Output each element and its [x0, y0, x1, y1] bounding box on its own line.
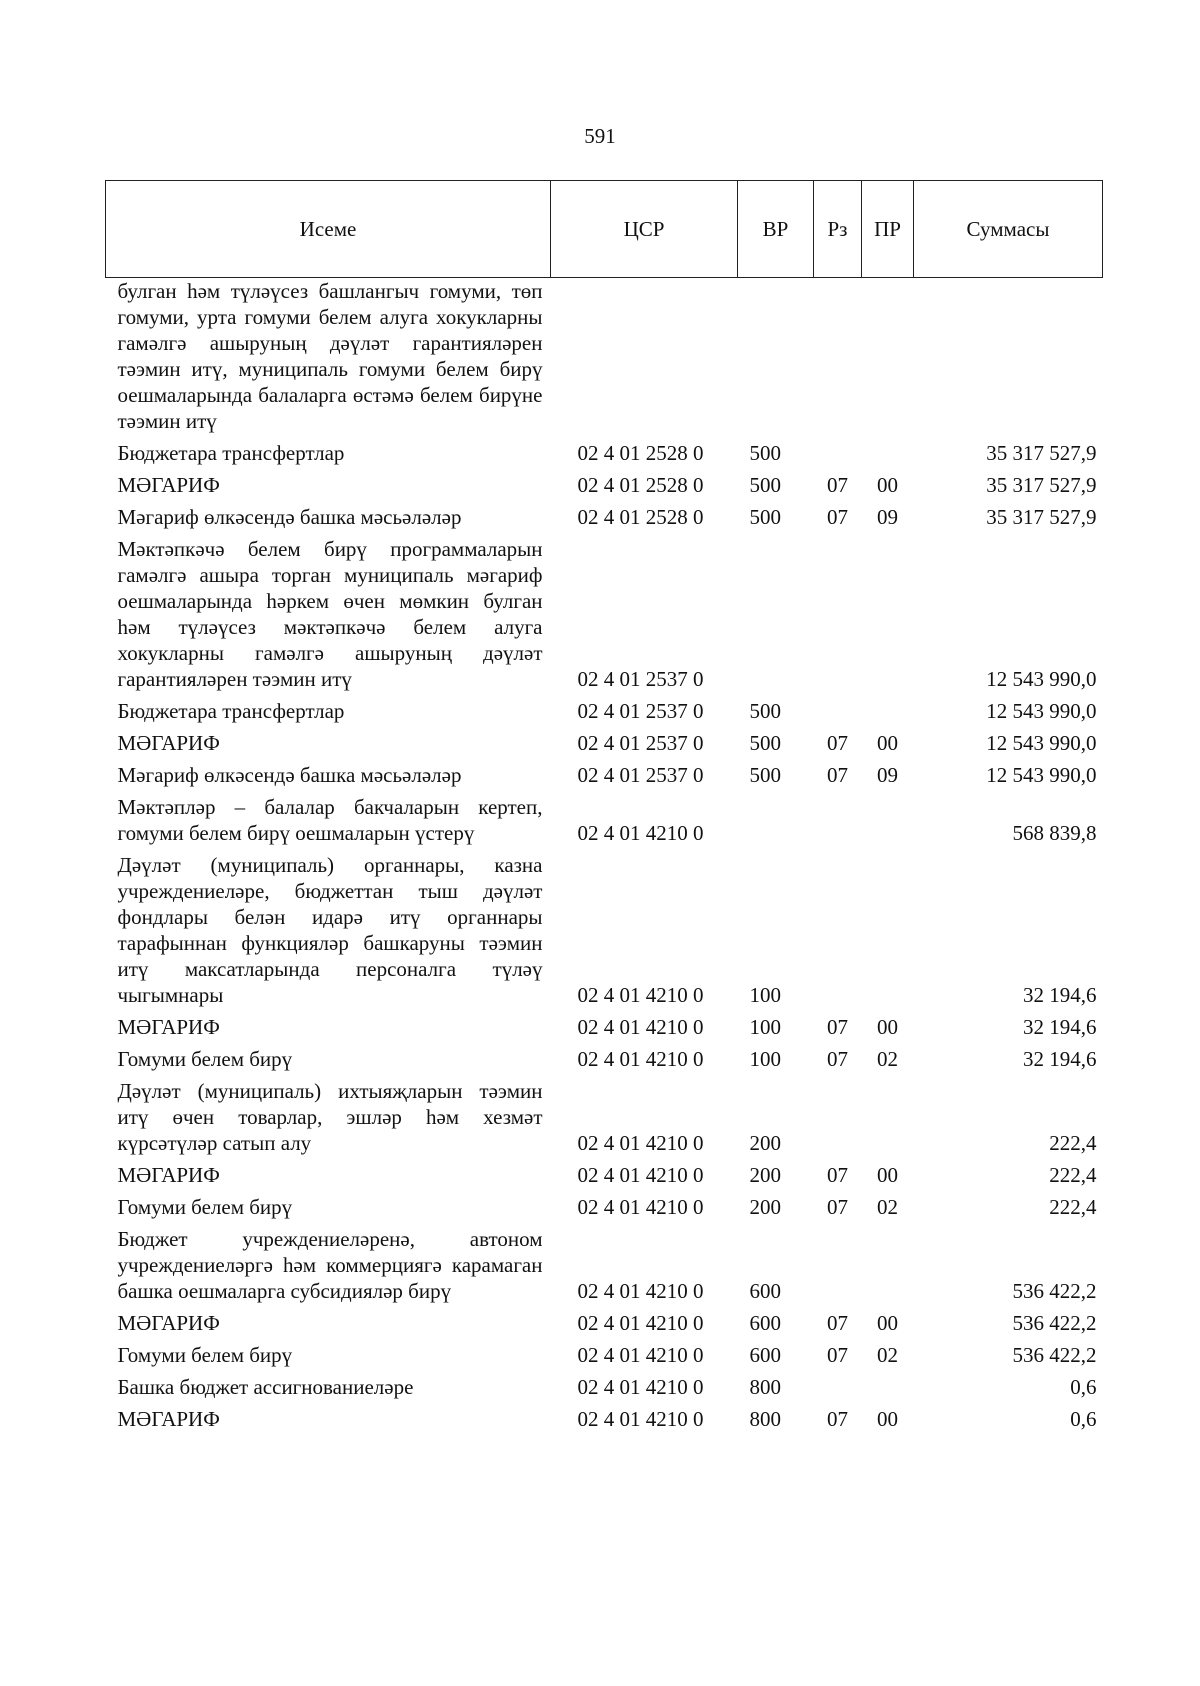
cell-rz: 07 — [827, 1343, 848, 1367]
cell-rz — [814, 1075, 862, 1159]
table-row — [106, 727, 1103, 759]
cell-vr: 500 — [749, 731, 781, 755]
cell-sum: 12 543 990,0 — [986, 763, 1097, 787]
cell-name: Бюджет учреждениеләренә, автоном учреждениеләргә һәм коммерциягә карамаган башка оешмаларга субсидияләр бирү — [117, 1227, 543, 1303]
cell-pr — [862, 1371, 914, 1403]
cell-sum: 568 839,8 — [1012, 821, 1097, 845]
cell-name: МӘГАРИФ — [117, 473, 220, 497]
cell-sum: 35 317 527,9 — [986, 441, 1097, 465]
table-row — [106, 759, 1103, 791]
cell-vr: 500 — [749, 441, 781, 465]
table-row — [106, 1075, 1103, 1159]
cell-vr: 100 — [749, 1015, 781, 1039]
cell-pr: 02 — [877, 1343, 898, 1367]
table-row — [106, 501, 1103, 533]
cell-name: Мәгариф өлкәсендә башка мәсьәләләр — [117, 763, 462, 787]
cell-sum: 12 543 990,0 — [986, 699, 1097, 723]
cell-pr: 00 — [877, 1163, 898, 1187]
cell-name: Дәүләт (муниципаль) ихтыяҗларын тәэмин итү өчен товарлар, эшләр һәм хезмәт күрсәтүләр сатып алу — [117, 1079, 543, 1155]
cell-pr — [862, 278, 914, 438]
cell-pr: 00 — [877, 473, 898, 497]
cell-vr: 200 — [749, 1131, 781, 1155]
cell-pr — [862, 1223, 914, 1307]
cell-vr — [738, 791, 814, 849]
table-row — [106, 1043, 1103, 1075]
cell-vr: 800 — [749, 1407, 781, 1431]
cell-vr: 500 — [749, 473, 781, 497]
cell-pr: 09 — [877, 505, 898, 529]
cell-name: Дәүләт (муниципаль) органнары, казна учреждениеләре, бюджеттан тыш дәүләт фондлары белән идарә итү органнары тарафыннан функцияләр башкаруны тәэмин итү максатларында персоналга түләү чыгымнары — [117, 853, 543, 1007]
cell-sum: 536 422,2 — [1012, 1311, 1097, 1335]
cell-rz: 07 — [827, 1195, 848, 1219]
cell-rz: 07 — [827, 1311, 848, 1335]
cell-name: Гомуми белем бирү — [117, 1343, 293, 1367]
cell-vr: 200 — [749, 1163, 781, 1187]
cell-pr — [862, 849, 914, 1011]
table-row — [106, 791, 1103, 849]
cell-csr: 02 4 01 2537 0 — [577, 763, 704, 787]
cell-sum: 32 194,6 — [1023, 1047, 1097, 1071]
cell-vr: 500 — [749, 763, 781, 787]
header-vr: ВР — [738, 181, 814, 278]
cell-vr: 200 — [749, 1195, 781, 1219]
cell-rz: 07 — [827, 1047, 848, 1071]
cell-sum: 32 194,6 — [1023, 983, 1097, 1007]
header-rz: Рз — [814, 181, 862, 278]
cell-pr — [862, 533, 914, 695]
cell-sum: 12 543 990,0 — [986, 667, 1097, 691]
cell-name: Мәгариф өлкәсендә башка мәсьәләләр — [117, 505, 462, 529]
cell-csr: 02 4 01 4210 0 — [577, 1163, 704, 1187]
cell-pr: 02 — [877, 1047, 898, 1071]
header-name: Исеме — [106, 181, 551, 278]
cell-name: Гомуми белем бирү — [117, 1195, 293, 1219]
cell-pr: 00 — [877, 1407, 898, 1431]
cell-sum: 536 422,2 — [1012, 1343, 1097, 1367]
table-row — [106, 1307, 1103, 1339]
cell-csr: 02 4 01 2537 0 — [577, 699, 704, 723]
cell-vr: 600 — [749, 1343, 781, 1367]
table-row — [106, 1191, 1103, 1223]
cell-sum — [914, 278, 1103, 438]
cell-vr: 800 — [749, 1375, 781, 1399]
cell-pr: 00 — [877, 1015, 898, 1039]
header-pr: ПР — [862, 181, 914, 278]
cell-csr: 02 4 01 4210 0 — [577, 1047, 704, 1071]
cell-rz — [814, 533, 862, 695]
cell-rz — [814, 1223, 862, 1307]
cell-csr: 02 4 01 2537 0 — [577, 731, 704, 755]
cell-pr — [862, 791, 914, 849]
cell-sum: 222,4 — [1049, 1195, 1097, 1219]
cell-rz: 07 — [827, 763, 848, 787]
cell-name: Мәктәпләр – балалар бакчаларын кертеп, гомуми белем бирү оешмаларын үстерү — [117, 795, 543, 845]
cell-sum: 222,4 — [1049, 1163, 1097, 1187]
cell-sum: 0,6 — [1070, 1407, 1097, 1431]
cell-rz — [814, 849, 862, 1011]
table-row — [106, 533, 1103, 695]
cell-csr: 02 4 01 4210 0 — [577, 1343, 704, 1367]
table-row — [106, 849, 1103, 1011]
cell-pr: 09 — [877, 763, 898, 787]
cell-pr — [862, 695, 914, 727]
cell-rz — [814, 695, 862, 727]
cell-rz — [814, 1371, 862, 1403]
cell-csr: 02 4 01 4210 0 — [577, 1375, 704, 1399]
table-row — [106, 1159, 1103, 1191]
cell-csr: 02 4 01 4210 0 — [577, 1131, 704, 1155]
cell-pr: 00 — [877, 731, 898, 755]
cell-csr: 02 4 01 4210 0 — [577, 821, 704, 845]
header-csr: ЦСР — [551, 181, 738, 278]
cell-vr: 100 — [749, 1047, 781, 1071]
cell-name: Мәктәпкәчә белем бирү программаларын гамәлгә ашыра торган муниципаль мәгариф оешмаларында һәркем өчен мөмкин булган һәм түләүсез мәктәпкәчә белем алуга хокукларны гамәлгә ашыруның дәүләт гарантияләрен тәэмин итү — [117, 537, 543, 691]
cell-pr — [862, 1075, 914, 1159]
table-row — [106, 278, 1103, 438]
cell-csr: 02 4 01 2528 0 — [577, 473, 704, 497]
table-row — [106, 1339, 1103, 1371]
cell-rz: 07 — [827, 731, 848, 755]
table-body — [106, 278, 1103, 1436]
cell-name: МӘГАРИФ — [117, 1163, 220, 1187]
cell-name: Башка бюджет ассигнованиеләре — [117, 1375, 414, 1399]
table-row — [106, 1403, 1103, 1435]
table-row — [106, 1011, 1103, 1043]
table-row — [106, 437, 1103, 469]
cell-rz — [814, 278, 862, 438]
cell-rz: 07 — [827, 1163, 848, 1187]
cell-sum: 536 422,2 — [1012, 1279, 1097, 1303]
cell-vr: 100 — [749, 983, 781, 1007]
cell-rz: 07 — [827, 505, 848, 529]
cell-csr — [551, 278, 738, 438]
cell-csr: 02 4 01 4210 0 — [577, 1195, 704, 1219]
cell-sum: 35 317 527,9 — [986, 505, 1097, 529]
cell-csr: 02 4 01 4210 0 — [577, 1279, 704, 1303]
cell-sum: 12 543 990,0 — [986, 731, 1097, 755]
cell-csr: 02 4 01 4210 0 — [577, 1311, 704, 1335]
cell-csr: 02 4 01 4210 0 — [577, 983, 704, 1007]
table-row — [106, 469, 1103, 501]
cell-vr: 600 — [749, 1279, 781, 1303]
cell-name: МӘГАРИФ — [117, 1311, 220, 1335]
cell-sum: 0,6 — [1070, 1375, 1097, 1399]
cell-name: Бюджетара трансфертлар — [117, 699, 345, 723]
cell-rz: 07 — [827, 1407, 848, 1431]
cell-csr: 02 4 01 2528 0 — [577, 441, 704, 465]
header-sum: Суммасы — [914, 181, 1103, 278]
cell-rz — [814, 791, 862, 849]
cell-sum: 32 194,6 — [1023, 1015, 1097, 1039]
cell-csr: 02 4 01 4210 0 — [577, 1015, 704, 1039]
cell-vr: 600 — [749, 1311, 781, 1335]
cell-pr — [862, 437, 914, 469]
page-number: 591 — [584, 124, 616, 148]
cell-csr: 02 4 01 2537 0 — [577, 667, 704, 691]
cell-csr: 02 4 01 4210 0 — [577, 1407, 704, 1431]
cell-name: МӘГАРИФ — [117, 1407, 220, 1431]
cell-name: МӘГАРИФ — [117, 731, 220, 755]
cell-name: Гомуми белем бирү — [117, 1047, 293, 1071]
cell-rz: 07 — [827, 1015, 848, 1039]
cell-name: МӘГАРИФ — [117, 1015, 220, 1039]
table-header — [106, 181, 1103, 278]
cell-rz: 07 — [827, 473, 848, 497]
cell-vr — [738, 533, 814, 695]
cell-name: булган һәм түләүсез башлангыч гомуми, төп гомуми, урта гомуми белем алуга хокукларны гамәлгә ашыруның дәүләт гарантияләрен тәэмин итү, муниципаль гомуми белем бирү оешмаларында балаларга өстәмә белем бирүне тәэмин итү — [117, 279, 543, 433]
table-row — [106, 1371, 1103, 1403]
cell-rz — [814, 437, 862, 469]
cell-pr: 02 — [877, 1195, 898, 1219]
cell-vr: 500 — [749, 699, 781, 723]
cell-vr: 500 — [749, 505, 781, 529]
cell-vr — [738, 278, 814, 438]
cell-pr: 00 — [877, 1311, 898, 1335]
budget-table — [105, 180, 1103, 1435]
cell-csr: 02 4 01 2528 0 — [577, 505, 704, 529]
table-row — [106, 1223, 1103, 1307]
cell-name: Бюджетара трансфертлар — [117, 441, 345, 465]
table-row — [106, 695, 1103, 727]
cell-sum: 222,4 — [1049, 1131, 1097, 1155]
cell-sum: 35 317 527,9 — [986, 473, 1097, 497]
